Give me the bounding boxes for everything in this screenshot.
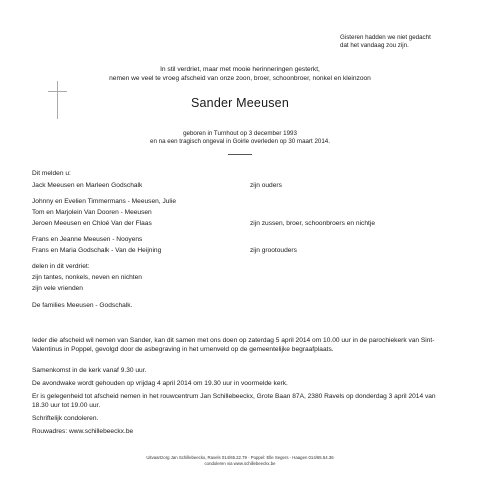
grandparent-line: Frans en Jeanne Meeusen - Nooyens bbox=[32, 236, 143, 243]
footer bbox=[40, 455, 440, 467]
parents-line: Jack Meeusen en Marleen Godschalk bbox=[32, 182, 143, 189]
birth-line: geboren in Turnhout op 3 december 1993 bbox=[183, 130, 297, 137]
intro-line: In stil verdriet, maar met mooie herinneringen gesterkt, bbox=[160, 66, 320, 73]
footer-line: condoleren via www.schillebeeckx.be bbox=[204, 461, 276, 466]
others-line: delen in dit verdriet: bbox=[32, 263, 90, 270]
sibling-line: Jeroen Meeusen en Chloé Van der Flaas bbox=[32, 220, 152, 227]
others-line: zijn vele vrienden bbox=[32, 285, 83, 292]
grandparent-line: Frans en Maria Godschalk - Van de Heijning bbox=[32, 247, 162, 254]
memorial-quote bbox=[340, 34, 460, 51]
intro-text bbox=[40, 66, 440, 84]
quote-line: dat het vandaag zou zijn. bbox=[340, 42, 409, 50]
cross-horizontal-line bbox=[48, 91, 67, 92]
parents-relation: zijn ouders bbox=[250, 182, 282, 189]
quote-line: Gisteren hadden we niet gedacht bbox=[340, 34, 431, 41]
families-line: De families Meeusen - Godschalk. bbox=[32, 302, 133, 309]
intro-line: nemen we veel te vroeg afscheid van onze zoon, broer, schoonbroer, nonkel en kleinzoon bbox=[109, 74, 371, 82]
siblings-relation: zijn zussen, broer, schoonbroers en nichtje bbox=[250, 220, 375, 227]
visit-info: Er is gelegenheid tot afscheid nemen in het rouwcentrum Jan Schillebeeckx, Grote Baan 87A, 2380 Ravels op donderdag 3 april 2014 van 18.30 uur tot 19.00 uur. bbox=[32, 393, 436, 409]
birth-death-info bbox=[40, 130, 440, 147]
sibling-line: Johnny en Evelien Timmermans - Meeusen, Julie bbox=[32, 198, 177, 205]
service-info: Ieder die afscheid wil nemen van Sander, kan dit samen met ons doen op zaterdag 5 april 2014 om 10.00 uur in de parochiekerk van Sint-Valentinus in Poppel, gevolgd door de asbegraving in het urnenveld op de gemeentelijke begraafplaats. bbox=[32, 337, 435, 353]
announce-text: Dit melden u: bbox=[32, 170, 71, 177]
deceased-name: Sander Meeusen bbox=[190, 96, 289, 110]
gathering-info: Samenkomst in de kerk vanaf 9.30 uur. bbox=[32, 367, 147, 374]
sibling-line: Tom en Marjolein Van Dooren - Meeusen bbox=[32, 209, 152, 216]
death-line: en na een tragisch ongeval in Goirle overleden op 30 maart 2014. bbox=[150, 138, 330, 146]
others-line: zijn tantes, nonkels, neven en nichten bbox=[32, 274, 142, 281]
footer-line: Uitvaartzorg Jan Schillebeeckx, Ravels 014/65.22.79 · Poppel: Elle Segers - Haagen 014/65.54.36 bbox=[146, 455, 334, 460]
grandparents-relation: zijn grootouders bbox=[250, 247, 297, 254]
divider bbox=[228, 154, 252, 155]
condolences-info: Schriftelijk condoleren. bbox=[32, 415, 99, 422]
evening-info: De avondwake wordt gehouden op vrijdag 4 april 2014 om 19.30 uur in voormelde kerk. bbox=[32, 380, 288, 387]
mourning-address: Rouwadres: www.schillebeeckx.be bbox=[32, 428, 134, 435]
